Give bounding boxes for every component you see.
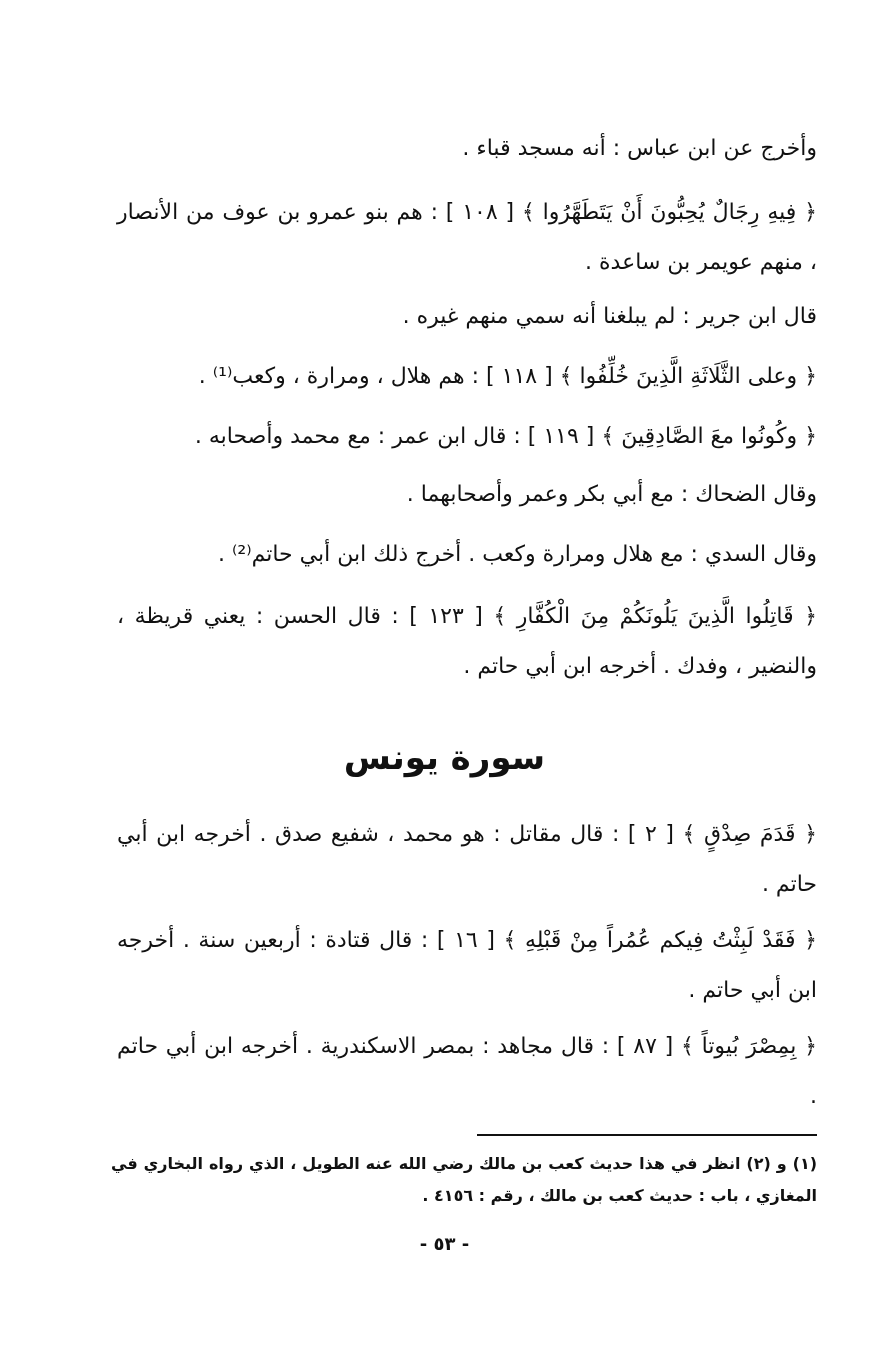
- paragraph-yunus-verse-16: ﴿ فَقَدْ لَبِثْتُ فِيكم عُمُراً مِنْ قَبْلِهِ ﴾ [ ١٦ ] : قال قتادة : أربعين سنة . أخرجه ابن أبي حاتم .: [117, 928, 818, 1003]
- paragraph-yunus-verse-87: ﴿ بِمِصْرَ بُيوتاً ﴾ [ ٨٧ ] : قال مجاهد : بمصر الاسكندرية . أخرجه ابن أبي حاتم .: [117, 1034, 817, 1109]
- footnote-divider: [477, 1134, 817, 1136]
- paragraph-yunus-verse-2: ﴿ قَدَمَ صِدْقٍ ﴾ [ ٢ ] : قال مقاتل : هو محمد ، شفيع صدق . أخرجه ابن أبي حاتم .: [117, 822, 817, 897]
- paragraph-verse-108: ﴿ فِيهِ رِجَالٌ يُحِبُّونَ أَنْ يَتَطَهَّرُوا ﴾ [ ١٠٨ ] : هم بنو عمرو بن عوف من الأنصار ، منهم عويمر بن ساعدة .: [117, 200, 817, 275]
- paragraph-verse-123: ﴿ قَاتِلُوا الَّذِينَ يَلُونَكُمْ مِنَ الْكُفَّارِ ﴾ [ ١٢٣ ] : قال الحسن : يعني قريظة ، والنضير ، وفدك . أخرجه ابن أبي حاتم .: [117, 604, 817, 679]
- paragraph-suddi: وقال السدي : مع هلال ومرارة وكعب . أخرج ذلك ابن أبي حاتم⁽²⁾ .: [217, 542, 817, 567]
- page-number: - ٥٣ -: [419, 1234, 470, 1255]
- surah-heading: سورة يونس: [343, 738, 546, 778]
- paragraph-ibn-abbas: وأخرج عن ابن عباس : أنه مسجد قباء .: [462, 136, 817, 161]
- paragraph-ibn-jarir: قال ابن جرير : لم يبلغنا أنه سمي منهم غيره .: [402, 304, 817, 329]
- paragraph-verse-118: ﴿ وعلى الثَّلَاثَةِ الَّذِينَ خُلِّفُوا ﴾ [ ١١٨ ] : هم هلال ، ومرارة ، وكعب⁽¹⁾ .: [198, 364, 817, 389]
- paragraph-dahhak: وقال الضحاك : مع أبي بكر وعمر وأصحابهما .: [406, 482, 817, 507]
- footnote: (١) و (٢) انظر في هذا حديث كعب بن مالك رضي الله عنه الطويل ، الذي رواه البخاري في المغازي ، باب : حديث كعب بن مالك ، رقم : ٤١٥٦ .: [111, 1154, 818, 1205]
- paragraph-verse-119: ﴿ وكُونُوا معَ الصَّادِقِينَ ﴾ [ ١١٩ ] : قال ابن عمر : مع محمد وأصحابه .: [194, 424, 817, 449]
